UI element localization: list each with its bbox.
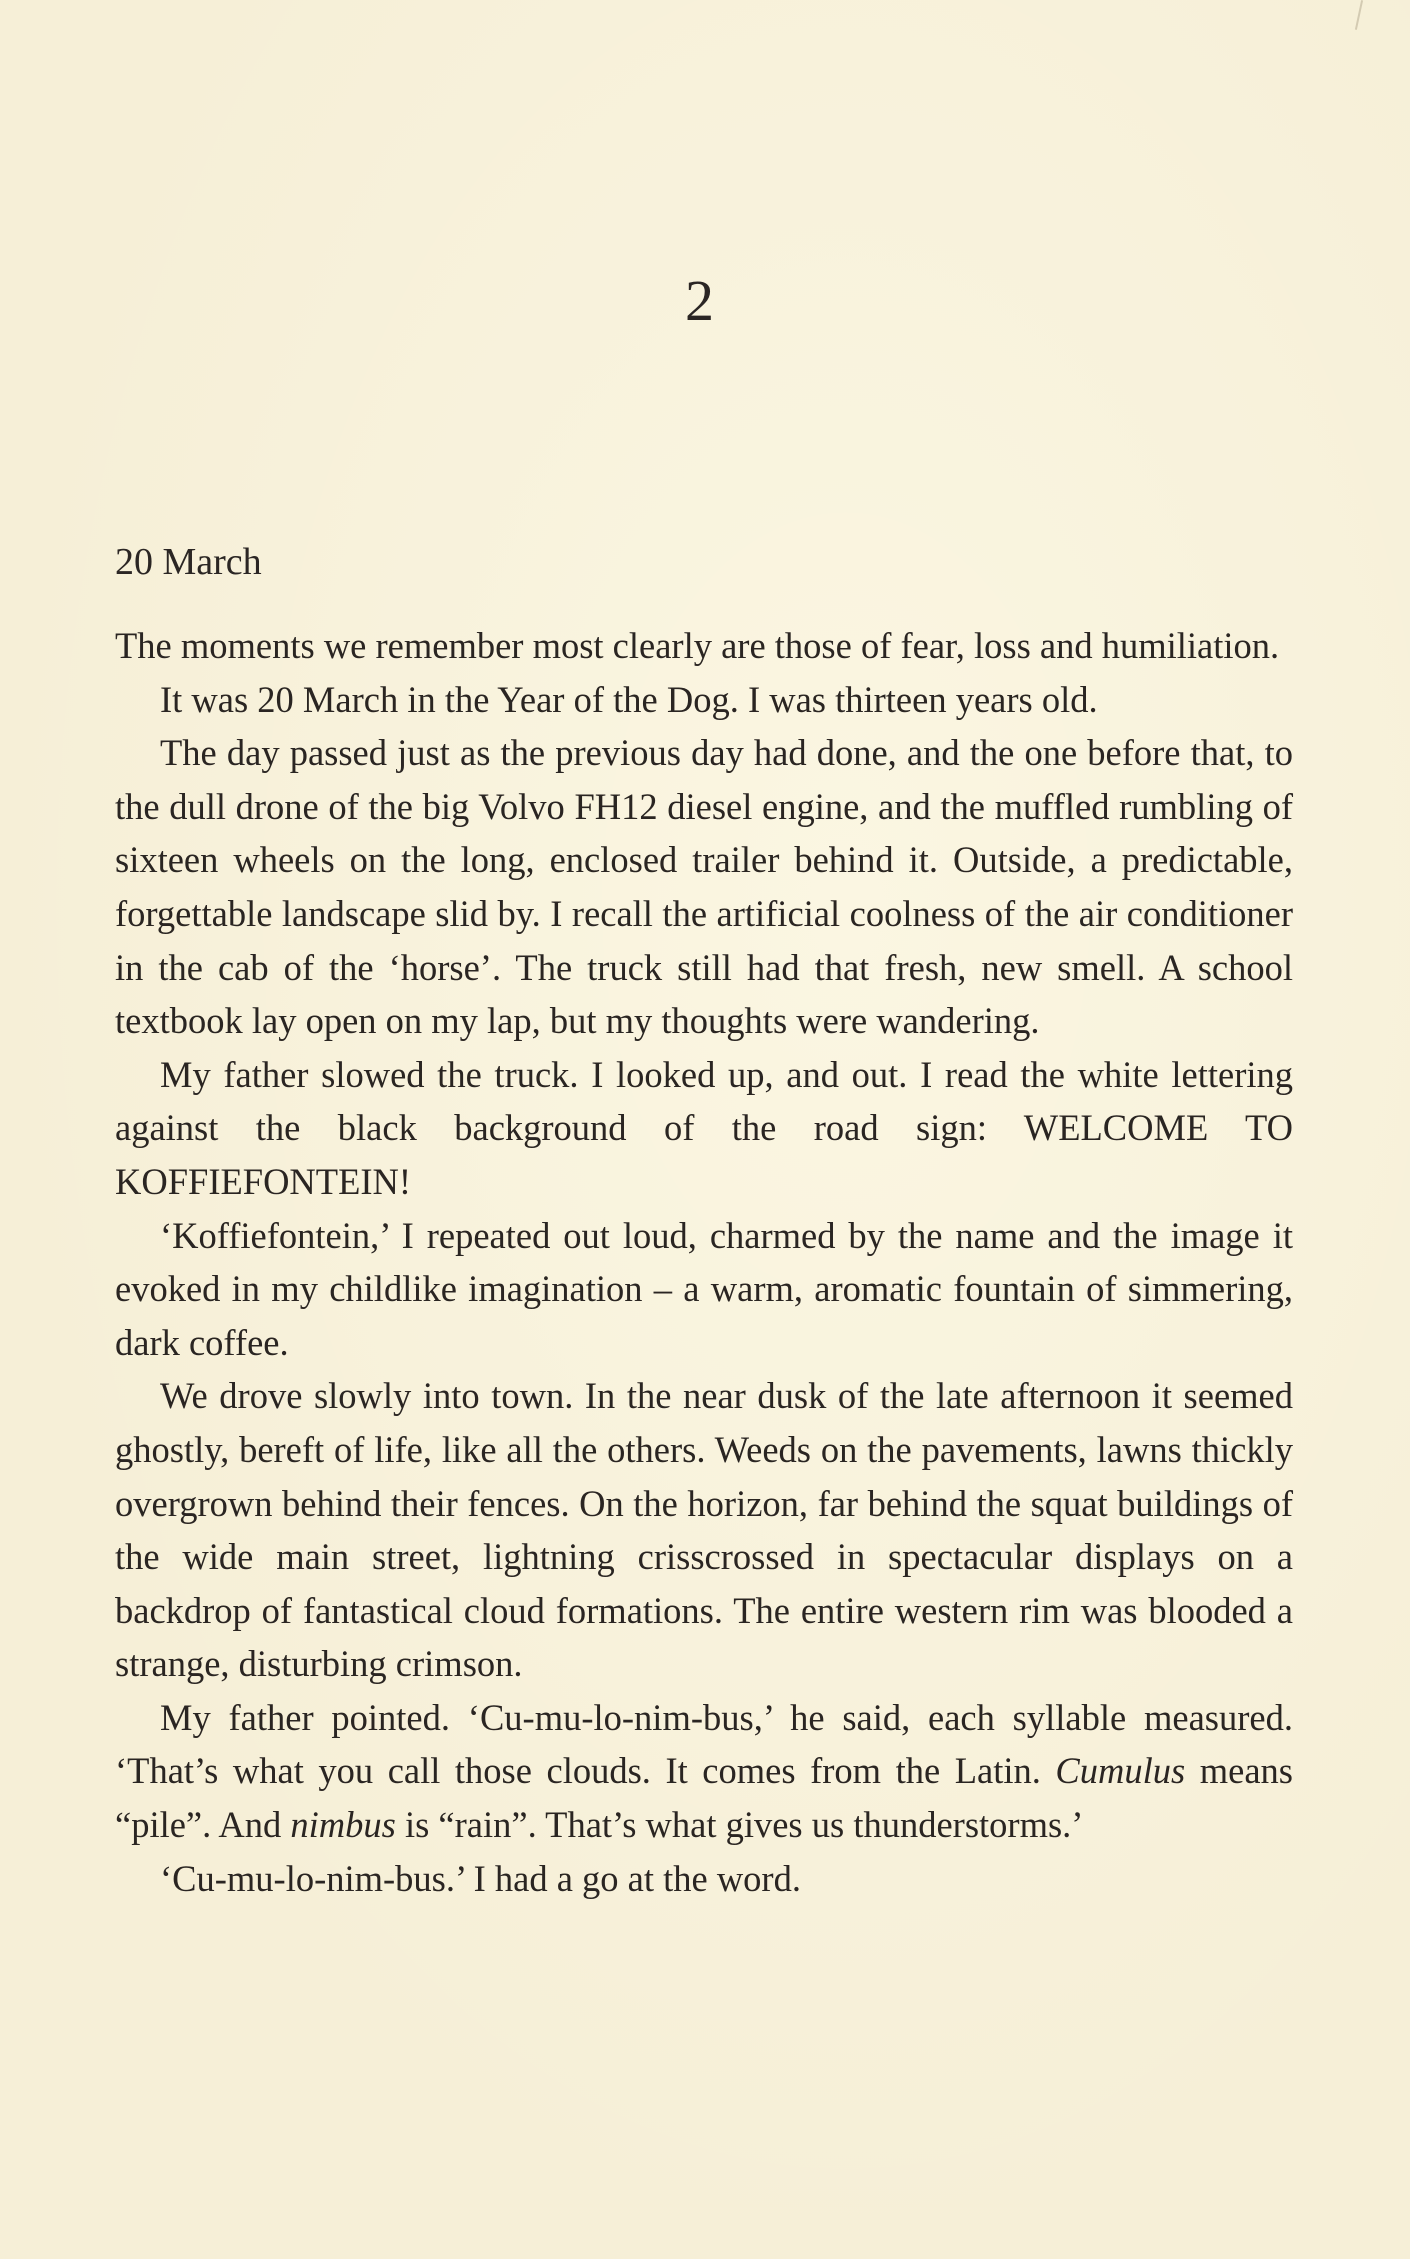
body-text: [115, 619, 1293, 1905]
entry-date-heading: 20 March: [115, 541, 262, 583]
chapter-number: 2: [685, 268, 714, 333]
paragraph-5: ‘Koffiefontein,’ I repeated out loud, charmed by the name and the image it evoked in my childlike imagination – a warm, aromatic fountain of simmering, dark coffee.: [115, 1214, 1293, 1363]
paragraph-7-part-c: is “rain”. That’s what gives us thunderstorms.’: [395, 1804, 1084, 1846]
paragraph-7-part-b: means “pile”. And: [115, 1750, 1293, 1846]
paragraph-2: It was 20 March in the Year of the Dog. I was thirteen years old.: [160, 678, 1098, 720]
paragraph-8: ‘Cu-mu-lo-nim-bus.’ I had a go at the word.: [160, 1857, 801, 1899]
latin-term-nimbus: nimbus: [290, 1804, 396, 1846]
paragraph-6: We drove slowly into town. In the near dusk of the late afternoon it seemed ghostly, bereft of life, like all the others. Weeds on the pavements, lawns thickly overgrown behind their fences. On the horizon, far behind the squat buildings of the wide main street, lightning crisscrossed in spectacular displays on a backdrop of fantastical cloud formations. The entire western rim was blooded a strange, disturbing crimson.: [115, 1375, 1293, 1685]
paragraph-3: The day passed just as the previous day had done, and the one before that, to the dull drone of the big Volvo FH12 diesel engine, and the muffled rumbling of sixteen wheels on the long, enclosed trailer behind it. Outside, a predictable, forgettable landscape slid by. I recall the artificial coolness of the air conditioner in the cab of the ‘horse’. The truck still had that fresh, new smell. A school textbook lay open on my lap, but my thoughts were wandering.: [115, 732, 1293, 1042]
page-edge-mark: [1355, 0, 1363, 30]
paragraph-7-part-a: My father pointed. ‘Cu-mu-lo-nim-bus,’ he said, each syllable measured. ‘That’s what you call those clouds. It comes from the Latin.: [115, 1696, 1293, 1792]
paragraph-4: My father slowed the truck. I looked up, and out. I read the white lettering against the black background of the road sign: WELCOME TO KOFFIEFONTEIN!: [115, 1053, 1293, 1202]
paragraph-7: [115, 1691, 1293, 1852]
paragraph-1: The moments we remember most clearly are those of fear, loss and humiliation.: [115, 625, 1280, 666]
latin-term-cumulus: Cumulus: [1055, 1750, 1186, 1792]
